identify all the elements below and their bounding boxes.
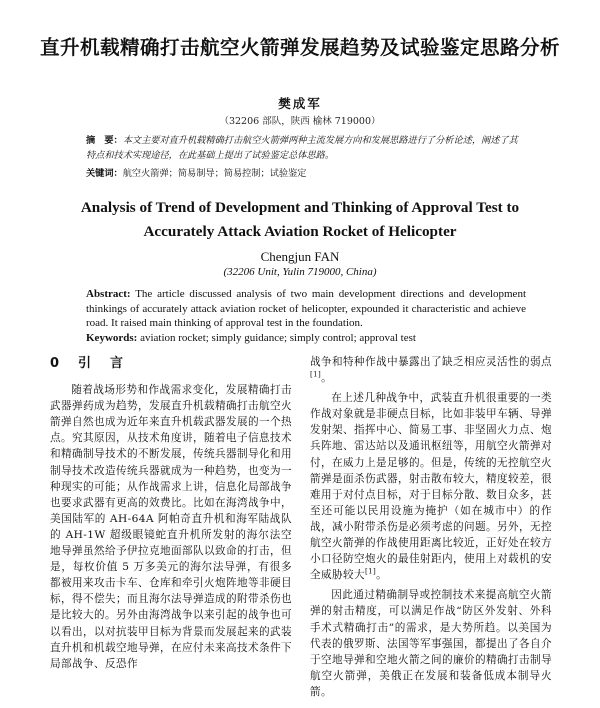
- body-paragraph-1-continued: [310, 354, 552, 386]
- chinese-keywords: [86, 167, 526, 181]
- chinese-author: 樊成军: [278, 96, 322, 111]
- chinese-affiliation: （32206 部队，陕西 榆林 719000）: [219, 116, 381, 127]
- chinese-keywords-text: 航空火箭弹；简易制导；简易控制；试验鉴定: [122, 168, 307, 179]
- chinese-title: 直升机载精确打击航空火箭弹发展趋势及试验鉴定思路分析: [40, 36, 561, 59]
- chinese-abstract-text: 本文主要对直升机载精确打击航空火箭弹两种主流发展方向和发展思路进行了分析论述，阐述了其特点和技术实现途径，在此基础上提出了试验鉴定总体思路。: [86, 135, 518, 161]
- paragraph-2-text: 在上述几种战争中，武装直升机很重要的一类作战对象就是非硬点目标，比如非装甲车辆、导弹发射架、指挥中心、简易工事、非坚固火力点、炮兵阵地、雷达站以及通讯枢纽等，用航空火箭弹对付，在威力上是足够的。但是，传统的无控航空火箭弹是面杀伤武器，射击散布较大，精度较差，很难用于对付点目标，对于目标分散、数目众多，甚至还可能以民用设施为掩护（如在城市中）的作战，减小附带杀伤是必须考虑的问题。另外，无控航空火箭弹的作战使用距离比较近，正好处在较方小口径防空炮火的最佳射距内，使用上对载机的安全威胁较大: [310, 392, 552, 582]
- english-author: Chengjun FAN: [260, 249, 340, 264]
- paragraph-2-end: 。: [376, 569, 388, 582]
- english-keywords-text: aviation rocket; simply guidance; simply control; approval test: [137, 332, 416, 344]
- body-paragraph-3: 因此通过精确制导或控制技术来提高航空火箭弹的射击精度，可以满足作战“防区外发射、外科手术式精确打击”的需求，是大势所趋。以美国为代表的俄罗斯、法国等军事强国，都提出了各自介于空地导弹和空地火箭之间的廉价的精确打击制导航空火箭弹，美俄正在发展和装备低成本制导火箭。: [310, 589, 552, 698]
- english-affiliation: (32206 Unit, Yulin 719000, China): [223, 266, 377, 278]
- english-abstract: [86, 287, 526, 331]
- body-paragraph-1: 随着战场形势和作战需求变化，发展精确打击武器弹药成为趋势，发展直升机载精确打击航空火箭弹自然也成为近年来直升机载武器发展的一个热点。究其原因，从技术角度讲，随着电子信息技术和精确制导技术的不断发展，传统兵器制导化和用制导技术改造传统兵器就成为一种趋势，也变为一种现实的可能；从作战需求上讲，信息化局部战争也要求武器有更高的效费比。比如在海湾战争中，美国陆军的 AH-64A 阿帕奇直升机和海军陆战队的 AH-1W 超级眼镜蛇直升机所发射的海尔法空地导弹虽然给予伊拉克地面部队以致命的打击，但是，每枚价值 5 万多美元的海尔法导弹，有很多都被用来攻击卡车、仓库和牵引火炮阵地等非硬目标，得不偿失；而且海尔法导弹造成的附带杀伤也是比较大的。另外由海湾战争以来引起的战争也可以看出，以对抗装甲目标为背景而发展起来的武装直升机和机载空地导弹，在应付未来高技术条件下局部战争、反恐作: [50, 384, 292, 670]
- chinese-abstract: [86, 133, 526, 163]
- body-paragraph-2: [310, 390, 552, 583]
- right-column: [310, 354, 552, 700]
- english-keywords: [86, 331, 526, 345]
- paragraph-1-continued-text: 战争和特种作战中暴露出了缺乏相应灵活性的弱点: [310, 356, 552, 368]
- english-keywords-label: Keywords:: [86, 332, 138, 344]
- english-abstract-label: Abstract:: [86, 288, 131, 300]
- chinese-keywords-label: 关键词：: [86, 168, 123, 179]
- left-column: [50, 354, 292, 672]
- chinese-abstract-label: 摘 要：: [86, 135, 123, 146]
- reference-marker: [1]: [310, 370, 322, 379]
- english-title: Analysis of Trend of Development and Thinking of Approval Test to Accurately Attack Aviation Rocket of Helicopter: [80, 199, 520, 240]
- english-abstract-text: The article discussed analysis of two main development directions and development thinkings of accurately attack aviation rocket of helicopter, expounded it characteristic and achieve road. It raised main thinking of approval test in the foundation.: [86, 288, 526, 329]
- paragraph-1-end: 。: [321, 372, 333, 385]
- section-heading: 0 引 言: [50, 356, 127, 371]
- reference-marker: [1]: [364, 567, 377, 576]
